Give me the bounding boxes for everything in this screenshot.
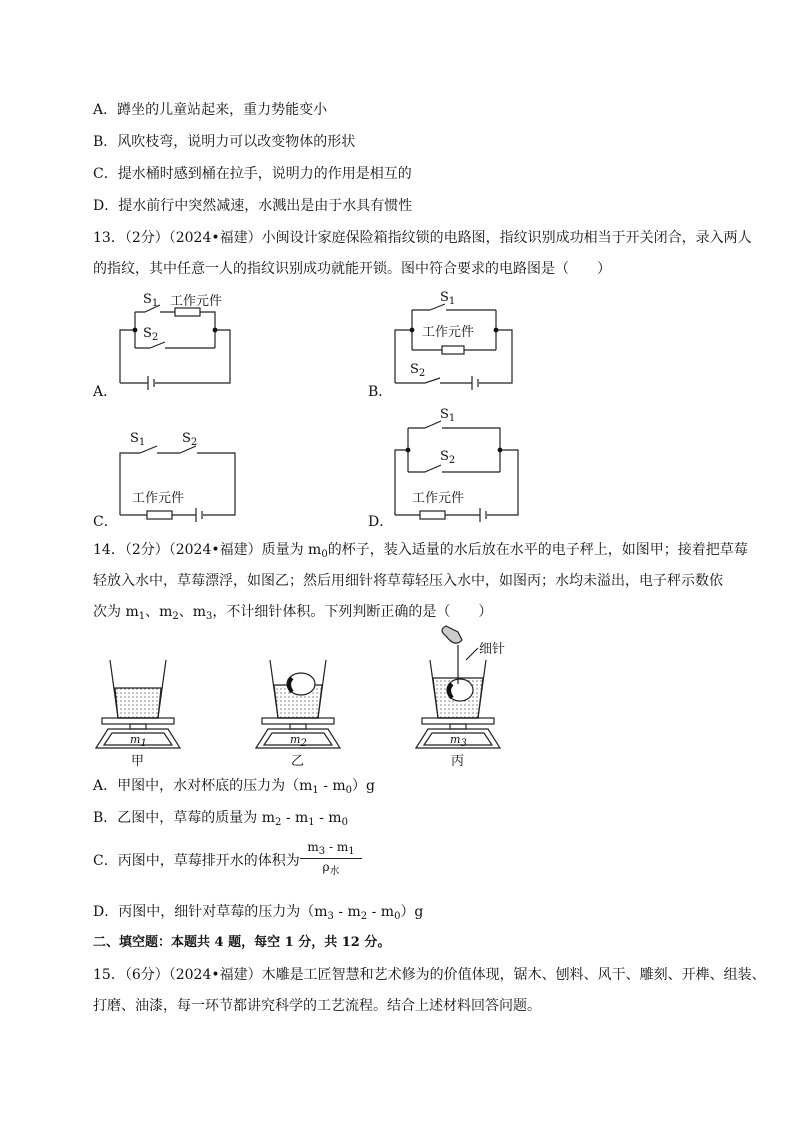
figure-label-yi: 乙 bbox=[291, 754, 305, 769]
work-element-label-b: 工作元件 bbox=[422, 325, 475, 340]
work-element-label-c: 工作元件 bbox=[132, 491, 185, 506]
q14-stem-line1: 14．（2分）（2024•福建）质量为 $m_0$的杯子，装入适量的水后放在水平的电子秤上，如图甲；接着把草莓 bbox=[93, 542, 748, 560]
switch-s2-label-a: $S_2$ bbox=[143, 326, 159, 343]
switch-s2-label-d: $S_2$ bbox=[440, 449, 456, 466]
needle-label: 细针 bbox=[479, 642, 506, 657]
q14-option-a: A．甲图中，水对杯底的压力为$(m_1 - m_0)g$ bbox=[93, 778, 376, 796]
switch-s1-label-c: $S_1$ bbox=[130, 431, 146, 448]
scale-reading-jia: $m_1$ bbox=[130, 733, 147, 749]
switch-s2-label-b: $S_2$ bbox=[410, 362, 426, 379]
section-2-heading: 二、填空题：本题共 4 题，每空 1 分，共 12 分。 bbox=[93, 935, 391, 950]
option-c-label: C． bbox=[93, 514, 118, 530]
q12-option-a: A．蹲坐的儿童站起来，重力势能变小 bbox=[93, 102, 328, 118]
switch-s1-label-b: $S_1$ bbox=[440, 290, 456, 307]
q14-option-c: C．丙图中，草莓排开水的体积为 bbox=[93, 853, 300, 869]
option-b-label: B． bbox=[368, 384, 393, 400]
scale-reading-bing: $m_3$ bbox=[450, 733, 467, 749]
q13-stem-line2: 的指纹，其中任意一人的指纹识别成功就能开锁。图中符合要求的电路图是（ ） bbox=[93, 261, 611, 277]
q12-option-b: B．风吹枝弯，说明力可以改变物体的形状 bbox=[93, 134, 356, 150]
work-element-label-d: 工作元件 bbox=[412, 491, 465, 506]
option-a-label: A． bbox=[93, 384, 118, 400]
q14-option-b: B．乙图中，草莓的质量为 $m_2 - m_1 - m_0$ bbox=[93, 810, 348, 828]
fraction-denominator: $\rho_水$ bbox=[322, 860, 340, 877]
q15-stem-line2: 打磨、油漆，每一环节都讲究科学的工艺流程。结合上述材料回答问题。 bbox=[93, 998, 541, 1014]
q15-stem-line1: 15．（6分）（2024•福建）木雕是工匠智慧和艺术修为的价值体现，锯木、刨料、风干、雕刻、开榫、组装、 bbox=[93, 967, 766, 983]
q14-option-d: D．丙图中，细针对草莓的压力为$(m_3 - m_2 - m_0)g$ bbox=[93, 904, 424, 922]
q14-stem-line3: 次为 $m_1$、$m_2$、$m_3$，不计细针体积。下列判断正确的是（ ） bbox=[93, 604, 493, 622]
figure-label-jia: 甲 bbox=[131, 754, 145, 769]
option-d-label: D． bbox=[368, 514, 394, 530]
q12-option-c: C．提水桶时感到桶在拉手，说明力的作用是相互的 bbox=[93, 166, 412, 182]
fraction-numerator: $m_3 - m_1$ bbox=[300, 840, 362, 859]
switch-s1-label-a: $S_1$ bbox=[143, 292, 159, 309]
switch-s2-label-c: $S_2$ bbox=[182, 431, 198, 448]
q13-stem-line1: 13．（2分）（2024•福建）小闽设计家庭保险箱指纹锁的电路图，指纹识别成功相当于开关闭合，录入两人 bbox=[93, 230, 752, 246]
scale-reading-yi: $m_2$ bbox=[290, 733, 307, 749]
switch-s1-label-d: $S_1$ bbox=[440, 407, 456, 424]
q14-stem-line2: 轻放入水中，草莓漂浮，如图乙；然后用细针将草莓轻压入水中，如图丙；水均未溢出，电子秤示数依 bbox=[93, 573, 723, 589]
q14-option-c-fraction bbox=[300, 840, 362, 877]
work-element-label-a: 工作元件 bbox=[170, 294, 223, 309]
q12-option-d: D．提水前行中突然减速，水溅出是由于水具有惯性 bbox=[93, 198, 413, 214]
figure-label-bing: 丙 bbox=[451, 754, 465, 769]
